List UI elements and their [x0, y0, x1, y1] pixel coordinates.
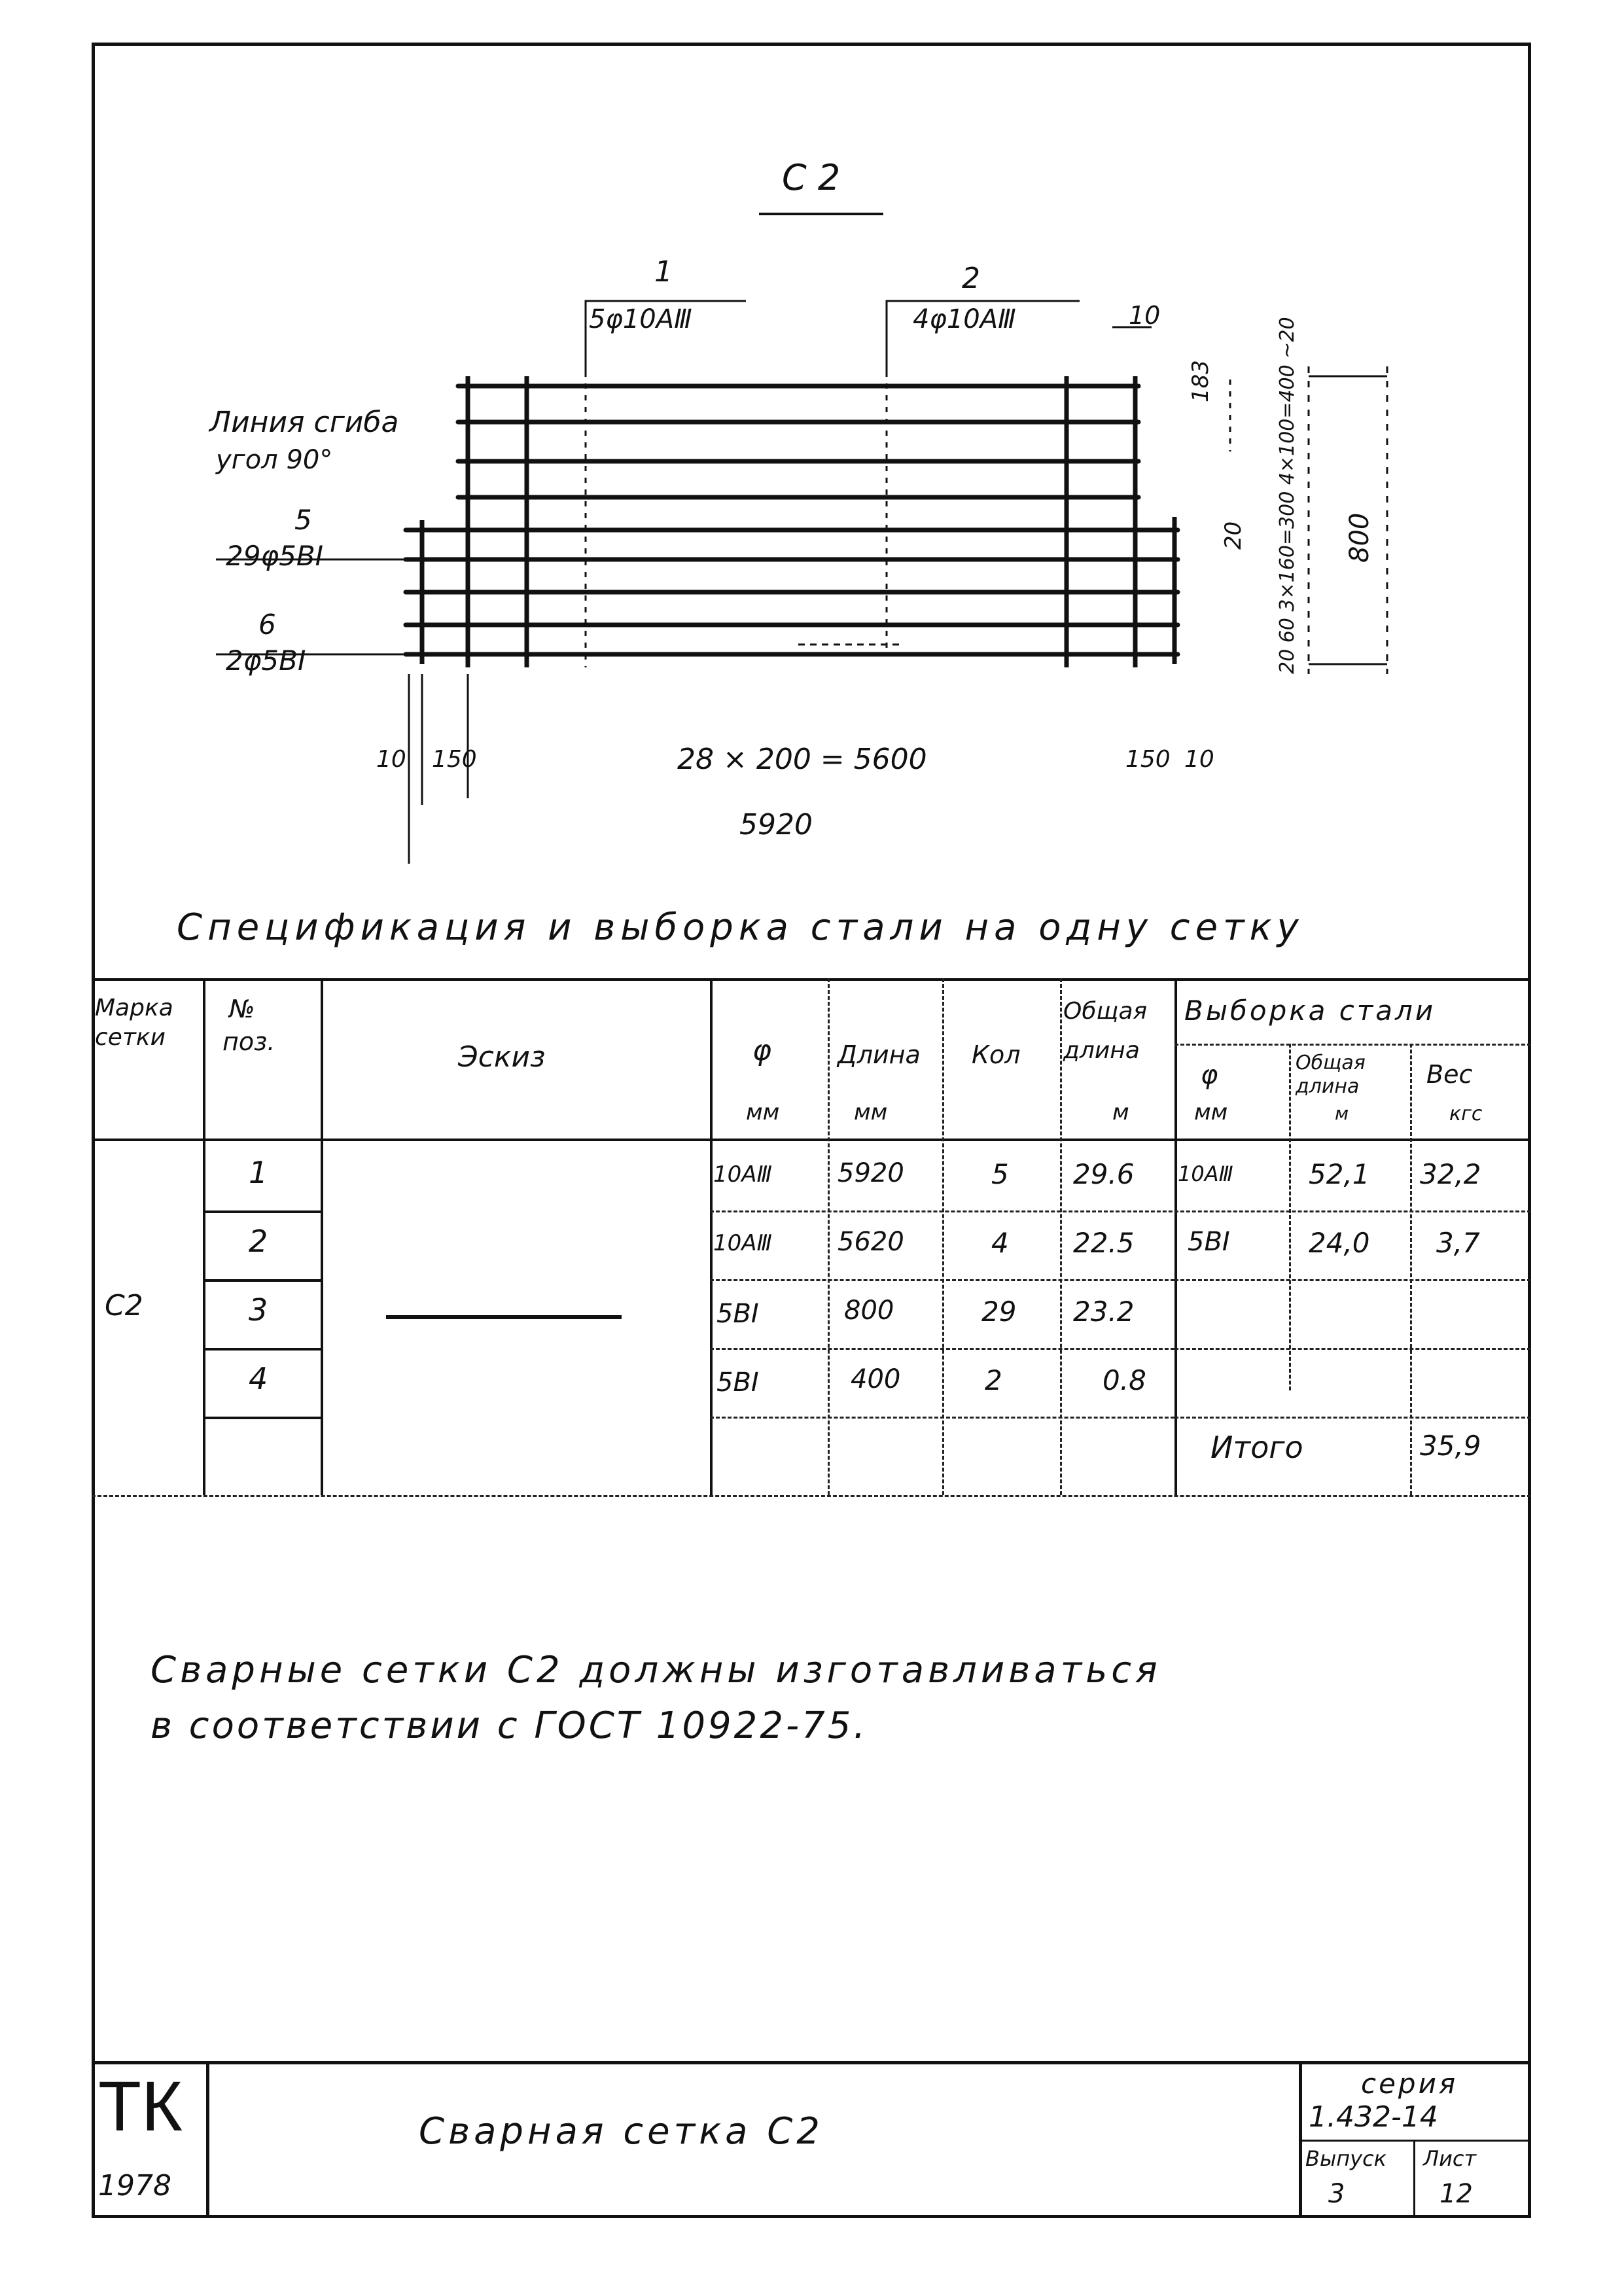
bar-2-spec: 4φ10АⅢ	[913, 304, 1016, 334]
drawing-name: Сварная сетка С2	[419, 2110, 824, 2153]
row-4-pos: 4	[249, 1361, 268, 1396]
series-value: 1.432-14	[1309, 2100, 1438, 2134]
row-4-qty: 2	[985, 1364, 1002, 1396]
title-block-sheet-divider	[1413, 2140, 1415, 2218]
sheet-label: Лист	[1423, 2146, 1477, 2171]
dim-top-right: 10	[1129, 301, 1161, 330]
bar-2-number: 2	[962, 262, 980, 295]
header-total-len-unit: м	[1112, 1099, 1129, 1125]
row-3-phi: 5ВI	[716, 1299, 759, 1329]
spec-table	[92, 978, 1531, 1495]
bend-line-label: Линия сгиба	[209, 406, 399, 439]
dim-vertical-800: 800	[1345, 512, 1375, 563]
header-sel-weight: Вес	[1426, 1060, 1473, 1089]
note-line-1: Сварные сетки С2 должны изготавливаться	[150, 1649, 1161, 1691]
dim-right-150: 150	[1125, 746, 1171, 773]
header-qty: Кол	[972, 1040, 1021, 1069]
header-mark-2: сетки	[95, 1024, 166, 1051]
row-1-total: 29.6	[1073, 1158, 1135, 1190]
sel-1-weight: 32,2	[1420, 1158, 1481, 1190]
sel-2-phi: 5ВI	[1188, 1227, 1230, 1257]
header-sel-total-unit: м	[1335, 1103, 1349, 1124]
header-sel-phi: φ	[1201, 1060, 1218, 1090]
issue-value: 3	[1328, 2179, 1345, 2209]
row-2-length: 5620	[838, 1227, 904, 1257]
dim-total: 5920	[739, 808, 813, 841]
row-4-phi: 5ВI	[716, 1368, 759, 1398]
row-3-pos: 3	[249, 1292, 268, 1328]
bend-angle-label: угол 90°	[216, 445, 333, 475]
dim-vertical-20: 20	[1220, 521, 1246, 550]
bar-1-number: 1	[654, 255, 673, 289]
dim-left-10: 10	[376, 746, 406, 773]
row-3-length: 800	[844, 1296, 894, 1326]
row-1-length: 5920	[838, 1158, 904, 1188]
mark-value: С2	[105, 1289, 143, 1322]
header-sel-weight-unit: кгс	[1449, 1103, 1483, 1125]
bar-1-spec: 5φ10АⅢ	[589, 304, 692, 334]
sheet-value: 12	[1439, 2179, 1473, 2209]
dim-vertical-chain: 20 60 3×160=300 4×100=400 ~20	[1276, 317, 1299, 674]
drawing-title: C 2	[782, 157, 841, 198]
header-pos-1: №	[229, 995, 255, 1023]
spec-title: Спецификация и выборка стали на одну сетку	[177, 906, 1304, 949]
header-pos-2: поз.	[222, 1027, 275, 1056]
bar-5-number: 5	[294, 504, 312, 536]
total-label: Итого	[1210, 1430, 1303, 1465]
bar-6-spec: 2φ5ВI	[226, 645, 306, 677]
dim-main: 28 × 200 = 5600	[677, 743, 927, 776]
header-selection: Выборка стали	[1184, 995, 1436, 1027]
row-2-qty: 4	[991, 1227, 1009, 1259]
row-1-qty: 5	[991, 1158, 1009, 1190]
bar-6-number: 6	[258, 609, 276, 641]
header-phi-unit: мм	[746, 1099, 780, 1125]
sel-2-weight: 3,7	[1436, 1227, 1480, 1259]
row-1-phi: 10АⅢ	[713, 1161, 772, 1188]
dim-right-10: 10	[1184, 746, 1214, 773]
row-3-total: 23.2	[1073, 1296, 1135, 1328]
row-2-phi: 10АⅢ	[713, 1230, 772, 1256]
dim-vertical-183: 183	[1188, 360, 1214, 402]
row-2-pos: 2	[249, 1224, 268, 1259]
row-3-qty: 29	[981, 1296, 1017, 1328]
total-weight: 35,9	[1420, 1430, 1481, 1462]
series-label: серия	[1361, 2068, 1458, 2100]
sel-1-phi: 10АⅢ	[1178, 1161, 1233, 1186]
year: 1978	[98, 2169, 171, 2202]
sketch-bar	[386, 1315, 622, 1319]
header-length: Длина	[838, 1040, 921, 1069]
row-4-length: 400	[851, 1364, 901, 1394]
dim-left-150: 150	[432, 746, 477, 773]
header-total-len-2: длина	[1063, 1037, 1140, 1064]
title-block-logo-divider	[206, 2061, 209, 2218]
sel-2-total: 24,0	[1309, 1227, 1370, 1259]
row-4-total: 0.8	[1103, 1364, 1146, 1396]
header-sel-phi-unit: мм	[1194, 1099, 1228, 1125]
issue-label: Выпуск	[1305, 2146, 1386, 2171]
title-block-top-line	[92, 2061, 1531, 2064]
header-total-len-1: Общая	[1063, 998, 1148, 1025]
header-mark-1: Марка	[95, 995, 173, 1021]
tk-logo: ТК	[98, 2066, 183, 2146]
header-sketch: Эскиз	[458, 1040, 546, 1074]
header-sel-total-1: Общая	[1296, 1051, 1366, 1074]
bar-5-spec: 29φ5ВI	[226, 540, 324, 572]
header-sel-total-2: длина	[1296, 1075, 1360, 1098]
sel-1-total: 52,1	[1309, 1158, 1370, 1190]
note-line-2: в соответствии с ГОСТ 10922-75.	[150, 1704, 868, 1747]
row-1-pos: 1	[249, 1155, 268, 1190]
row-2-total: 22.5	[1073, 1227, 1135, 1259]
header-length-unit: мм	[854, 1099, 888, 1125]
header-phi: φ	[752, 1034, 772, 1067]
